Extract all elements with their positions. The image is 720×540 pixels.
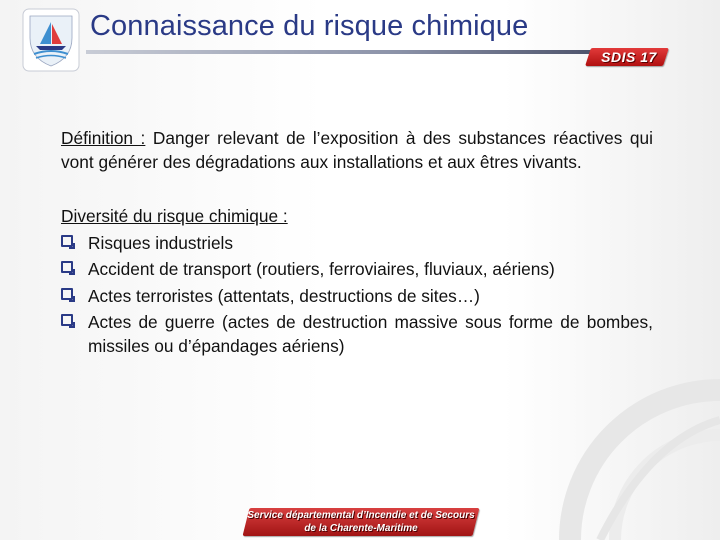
slide-content xyxy=(61,127,653,358)
list-item: Risques industriels xyxy=(61,232,653,256)
definition-text: Danger relevant de l’exposition à des substances réactives qui vont générer des dégradations aux installations et aux êtres vivants. xyxy=(61,128,653,172)
list-item: Actes terroristes (attentats, destructions de sites…) xyxy=(61,285,653,309)
checkbox-bullet-icon xyxy=(61,314,73,326)
charente-maritime-logo xyxy=(22,8,80,72)
background-decoration xyxy=(480,360,720,540)
checkbox-bullet-icon xyxy=(61,261,73,273)
list-item: Actes de guerre (actes de destruction massive sous forme de bombes, missiles ou d’épandages aériens) xyxy=(61,311,653,358)
definition-label: Définition : xyxy=(61,128,146,148)
footer-line-2: de la Charente-Maritime xyxy=(304,523,418,534)
page-title: Connaissance du risque chimique xyxy=(90,10,529,42)
footer-line-1: Service départemental d’Incendie et de Secours xyxy=(247,510,475,521)
list-item: Accident de transport (routiers, ferroviaires, fluviaux, aériens) xyxy=(61,258,653,282)
sdis-badge-label: SDIS 17 xyxy=(601,49,657,65)
checkbox-bullet-icon xyxy=(61,288,73,300)
diversity-heading: Diversité du risque chimique : xyxy=(61,206,288,226)
definition-paragraph xyxy=(61,127,653,174)
title-divider xyxy=(86,50,606,54)
checkbox-bullet-icon xyxy=(61,235,73,247)
risk-list xyxy=(61,232,653,359)
